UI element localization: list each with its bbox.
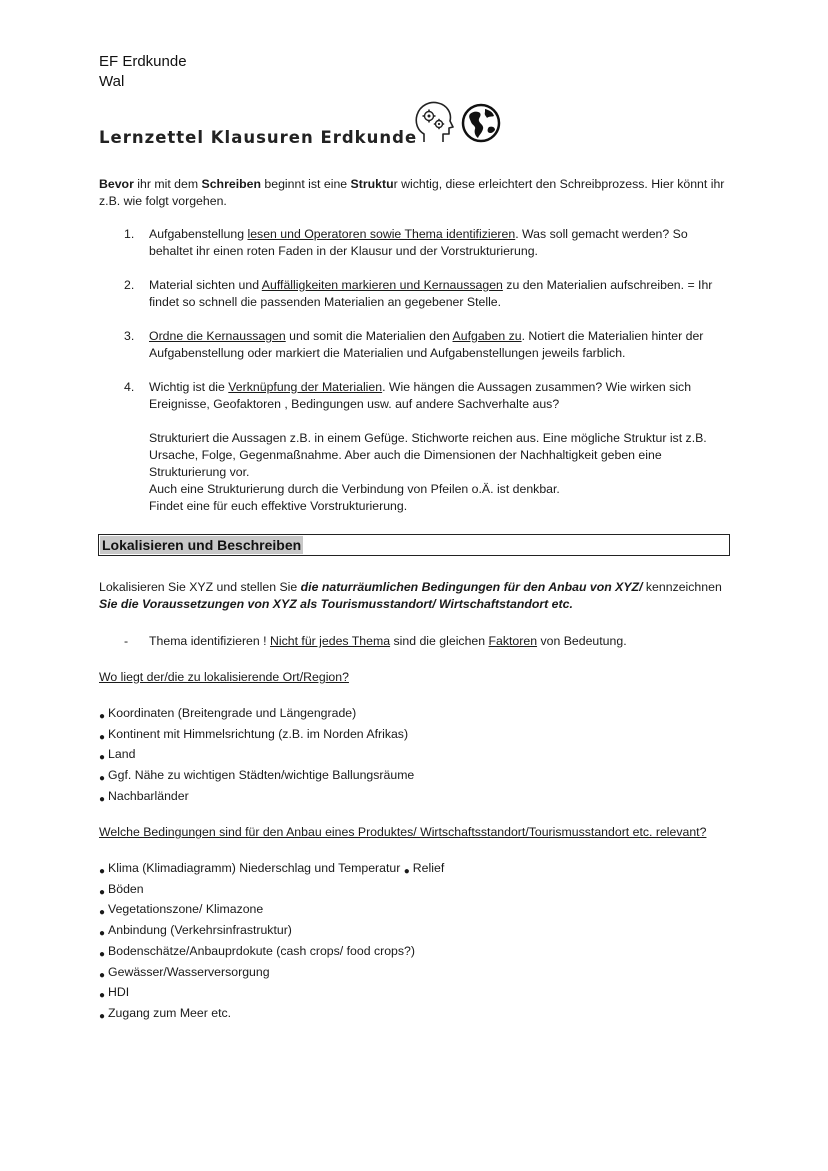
section-heading-box (98, 534, 730, 556)
list-item: ● Koordinaten (Breitengrade und Längengrade) (99, 706, 357, 722)
list-item: ● Ggf. Nähe zu wichtigen Städten/wichtige Ballungsräume (99, 768, 415, 785)
list-item: ● Land (99, 747, 136, 764)
location-list (99, 704, 414, 808)
step-number: 4. (124, 380, 135, 394)
brain-gears-icon (412, 100, 454, 144)
list-item: ● Anbindung (Verkehrsinfrastruktur) (99, 923, 292, 940)
list-item: ● Bodenschätze/Anbauprdokute (cash crops/ food crops?) (99, 943, 415, 960)
document-page: EF Erdkunde Wal Lernzettel Klausuren Erdkunde Bevor ihr mit dem Schreiben beginnt ist eine Struktur wichtig, diese erleichtert den Schreibprozess. Hier könnt ihr z.B. wie folgt vorgehen. 1. Aufgabenstellung lesen und Operatoren sowie Thema identifizieren. Was soll gemacht werden? So behaltet ihr einen roten Faden in der Klausur und der Vorstrukturierung. 2. Material sichten und Auffälligkeiten markieren und Kernaussagen zu den Materialien aufschreiben. = Ihr findet so schnell die passenden Materialien an gegebener Stelle. 3. Ordne die Kernaussagen und somit die Materialien den Aufgaben zu. Notiert die Materialien hinter der Aufgabenstellung oder markiert die Materialien und Aufgabenstellungen jeweils farblich. 4. Wichtig ist die Verknüpfung der Materialien. Wie hängen die Aussagen zusammen? Wie wirken sich Ereignisse, Geofaktoren , Bedingungen usw. auf andere Sachverhalte aus? Strukturiert die Aussagen z.B. in einem Gefüge. Stichworte reichen aus. Eine mögliche Struktur ist z.B. Ursache, Folge, Gegenmaßnahme. Aber auch die Dimensionen der Nachhaltigkeit geben eine Strukturierung vor. Auch eine Strukturierung durch die Verbindung von Pfeilen o.Ä. ist denkbar. Findet eine für euch effektive Vorstrukturierung. Lokalisieren und Beschreiben Lokalisieren Sie XYZ und stellen Sie die naturräumlichen Bedingungen für den Anbau von XYZ/ kennzeichnen Sie die Voraussetzungen von XYZ als Tourismusstandort/ Wirtschaftstandort etc. - Thema identifizieren ! Nicht für jedes Thema sind die gleichen Faktoren von Bedeutung. Wo liegt der/die zu lokalisierende Ort/Region? ● Koordinaten (Breitengrade und Längengrade) ● Kontinent mit Himmelsrichtung (z.B. im Norden Afrikas) ● Land ● Ggf. Nähe zu wichtigen Städten/wichtige Ballungsräume ● Nachbarländer Welche Bedingungen sind für den Anbau eines Produktes/ Wirtschaftsstandort/Tourismusstandort etc. relevant? ● Klima (Klimadiagramm) Niederschlag und Temperatur ● Relief ● Böden ● Vegetationszone/ Klimazone ● Anbindung (Verkehrsinfrastruktur) ● Bodenschätze/Anbauprdokute (cash crops/ food crops?) ● Gewässer/Wasserversorgung ● HDI ● Zugang zum Meer etc. (0, 0, 828, 1171)
course-name: EF Erdkunde (99, 53, 187, 70)
step-4-structure-note: Strukturiert die Aussagen z.B. in einem Gefüge. Stichworte reichen aus. Eine mögliche Struktur ist z.B. Ursache, Folge, Gegenmaßnahme. Aber auch die Dimensionen der Nachhaltigkeit geben eine Strukturierung vor. (149, 431, 707, 479)
globe-icon (461, 103, 501, 143)
step-4-final-note: Findet eine für euch effektive Vorstrukturierung. (149, 499, 408, 513)
step-number: 1. (124, 227, 135, 241)
list-item: ● Zugang zum Meer etc. (99, 1005, 232, 1022)
location-question: Wo liegt der/die zu lokalisierende Ort/Region? (99, 670, 349, 684)
list-item: ● Böden (99, 881, 144, 898)
document-title: Lernzettel Klausuren Erdkunde (99, 128, 418, 147)
list-item: ● Vegetationszone/ Klimazone (99, 902, 264, 919)
conditions-list (99, 859, 444, 1025)
list-item: ● HDI (99, 985, 130, 1002)
list-item: ● Nachbarländer (99, 788, 189, 805)
section-heading: Lokalisieren und Beschreiben (102, 537, 302, 553)
intro-paragraph: Bevor ihr mit dem Schreiben beginnt ist eine Struktur wichtig, diese erleichtert den Schreibprozess. Hier könnt ihr z.B. wie folgt vorgehen. (99, 177, 725, 208)
step-number: 3. (124, 329, 135, 343)
list-item: ● Gewässer/Wasserversorgung (99, 964, 270, 981)
conditions-question: Welche Bedingungen sind für den Anbau eines Produktes/ Wirtschaftsstandort/Tourismusstandort etc. relevant? (99, 825, 707, 839)
task-description: Lokalisieren Sie XYZ und stellen Sie die naturräumlichen Bedingungen für den Anbau von XYZ/ kennzeichnen Sie die Voraussetzungen von XYZ als Tourismusstandort/ Wirtschaftstandort etc. (99, 580, 722, 611)
teacher-name: Wal (99, 73, 125, 90)
step-number: 2. (124, 278, 135, 292)
step-4-arrow-note: Auch eine Strukturierung durch die Verbindung von Pfeilen o.Ä. ist denkbar. (149, 482, 560, 496)
list-item: ● Kontinent mit Himmelsrichtung (z.B. im Norden Afrikas) (99, 726, 409, 743)
list-item: ● Klima (Klimadiagramm) Niederschlag und Temperatur ● Relief (99, 861, 445, 877)
